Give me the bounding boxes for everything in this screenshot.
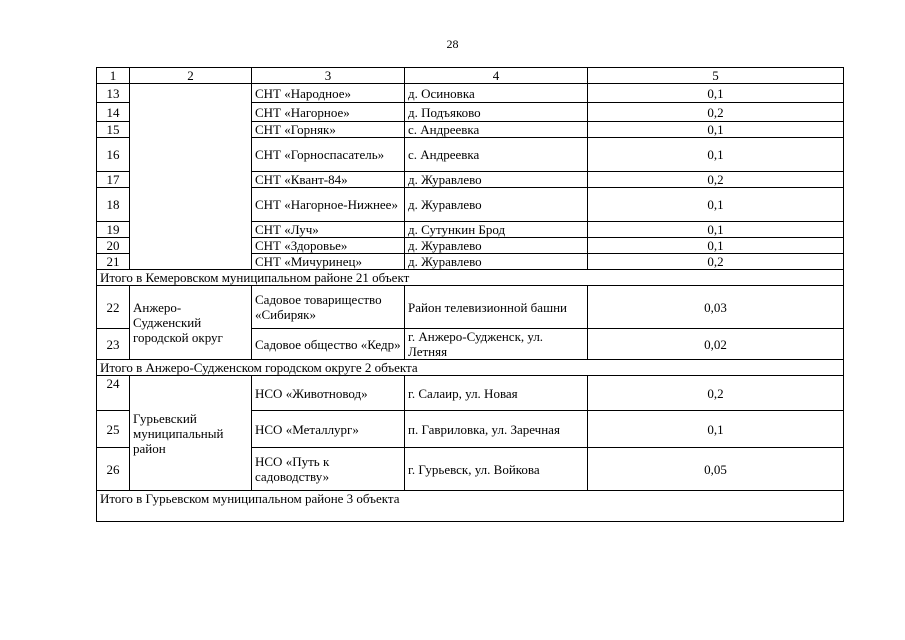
object-area: 0,1 <box>588 411 844 448</box>
object-location: д. Журавлево <box>405 172 588 188</box>
object-location: д. Сутункин Брод <box>405 222 588 238</box>
row-number: 26 <box>97 448 130 491</box>
object-name: СНТ «Здоровье» <box>252 238 405 254</box>
object-name: СНТ «Народное» <box>252 84 405 103</box>
table-row <box>97 376 844 411</box>
total-row <box>97 491 844 522</box>
total-label: Итого в Гурьевском муниципальном районе 3 объекта <box>97 491 844 522</box>
row-number: 15 <box>97 122 130 138</box>
object-location: д. Журавлево <box>405 188 588 222</box>
object-area: 0,2 <box>588 254 844 270</box>
district-name: Гурьевский муниципальный район <box>130 376 252 491</box>
object-area: 0,2 <box>588 172 844 188</box>
object-location: с. Андреевка <box>405 138 588 172</box>
row-number: 23 <box>97 329 130 360</box>
object-name: Садовое общество «Кедр» <box>252 329 405 360</box>
object-name: НСО «Путь к садоводству» <box>252 448 405 491</box>
page-number: 28 <box>446 37 459 51</box>
object-location: Район телевизионной башни <box>405 286 588 329</box>
object-area: 0,1 <box>588 138 844 172</box>
total-row <box>97 360 844 376</box>
district-cell-empty <box>130 84 252 270</box>
row-number: 24 <box>97 376 130 411</box>
district-name: Анжеро-Судженский городской округ <box>130 286 252 360</box>
table-row <box>97 286 844 329</box>
object-area: 0,02 <box>588 329 844 360</box>
object-area: 0,2 <box>588 103 844 122</box>
row-number: 17 <box>97 172 130 188</box>
object-location: г. Салаир, ул. Новая <box>405 376 588 411</box>
object-area: 0,03 <box>588 286 844 329</box>
header-cell: 4 <box>405 68 588 84</box>
header-cell: 2 <box>130 68 252 84</box>
object-name: СНТ «Луч» <box>252 222 405 238</box>
object-location: д. Журавлево <box>405 238 588 254</box>
object-area: 0,2 <box>588 376 844 411</box>
object-name: СНТ «Мичуринец» <box>252 254 405 270</box>
object-location: д. Осиновка <box>405 84 588 103</box>
object-location: д. Подъяково <box>405 103 588 122</box>
object-area: 0,1 <box>588 84 844 103</box>
total-label: Итого в Кемеровском муниципальном районе 21 объект <box>97 270 844 286</box>
table-header-row <box>97 68 844 84</box>
object-location: г. Гурьевск, ул. Войкова <box>405 448 588 491</box>
object-name: Садовое товарищество «Сибиряк» <box>252 286 405 329</box>
object-name: НСО «Металлург» <box>252 411 405 448</box>
row-number: 25 <box>97 411 130 448</box>
row-number: 13 <box>97 84 130 103</box>
row-number: 22 <box>97 286 130 329</box>
object-area: 0,05 <box>588 448 844 491</box>
object-area: 0,1 <box>588 188 844 222</box>
object-name: СНТ «Горняк» <box>252 122 405 138</box>
row-number: 19 <box>97 222 130 238</box>
object-name: СНТ «Квант-84» <box>252 172 405 188</box>
object-location: п. Гавриловка, ул. Заречная <box>405 411 588 448</box>
objects-table <box>96 67 844 522</box>
object-name: СНТ «Нагорное-Нижнее» <box>252 188 405 222</box>
table-row <box>97 84 844 103</box>
row-number: 20 <box>97 238 130 254</box>
header-cell: 3 <box>252 68 405 84</box>
object-location: г. Анжеро-Судженск, ул. Летняя <box>405 329 588 360</box>
object-name: СНТ «Нагорное» <box>252 103 405 122</box>
object-name: НСО «Животновод» <box>252 376 405 411</box>
row-number: 14 <box>97 103 130 122</box>
object-location: с. Андреевка <box>405 122 588 138</box>
header-cell: 1 <box>97 68 130 84</box>
row-number: 21 <box>97 254 130 270</box>
row-number: 16 <box>97 138 130 172</box>
object-area: 0,1 <box>588 222 844 238</box>
object-area: 0,1 <box>588 122 844 138</box>
header-cell: 5 <box>588 68 844 84</box>
total-label: Итого в Анжеро-Судженском городском округе 2 объекта <box>97 360 844 376</box>
object-location: д. Журавлево <box>405 254 588 270</box>
total-row <box>97 270 844 286</box>
row-number: 18 <box>97 188 130 222</box>
object-area: 0,1 <box>588 238 844 254</box>
object-name: СНТ «Горноспасатель» <box>252 138 405 172</box>
